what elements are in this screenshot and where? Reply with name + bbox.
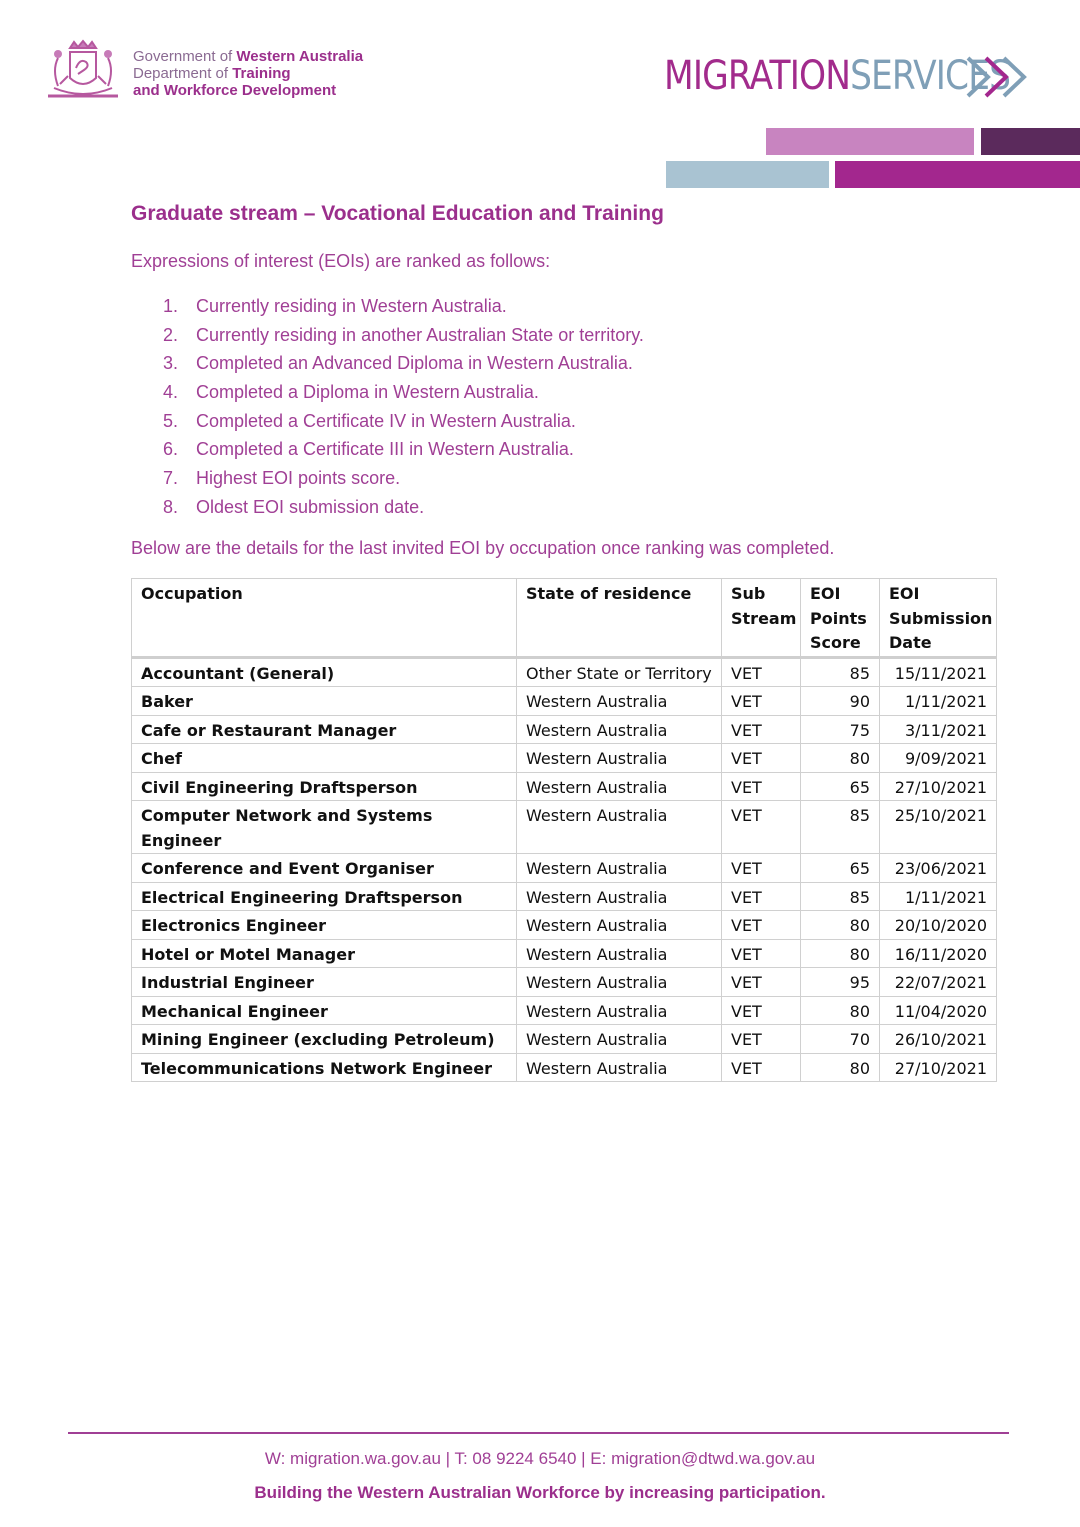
cell-substream: VET — [722, 1053, 801, 1082]
cell-substream: VET — [722, 968, 801, 997]
cell-state: Western Australia — [517, 939, 722, 968]
decorative-bar-magenta — [835, 161, 1080, 188]
intro-text: Expressions of interest (EOIs) are ranked as follows: — [131, 251, 551, 271]
cell-substream: VET — [722, 1025, 801, 1054]
eoi-table — [131, 578, 997, 1082]
cell-points: 85 — [801, 882, 880, 911]
cell-state: Western Australia — [517, 715, 722, 744]
cell-occupation: Electrical Engineering Draftsperson — [132, 882, 517, 911]
page-title: Graduate stream – Vocational Education and Training — [131, 202, 664, 225]
cell-substream: VET — [722, 687, 801, 716]
cell-points: 80 — [801, 911, 880, 940]
cell-occupation: Baker — [132, 687, 517, 716]
cell-state: Western Australia — [517, 968, 722, 997]
decorative-bar-blue — [666, 161, 829, 188]
cell-points: 80 — [801, 1053, 880, 1082]
cell-points: 85 — [801, 801, 880, 854]
header-substream: Sub Stream — [722, 579, 801, 658]
table-row — [132, 911, 997, 940]
header-state: State of residence — [517, 579, 722, 658]
list-item: 5. Completed a Certificate IV in Western Australia. — [163, 410, 576, 431]
cell-date: 27/10/2021 — [880, 772, 997, 801]
cell-state: Western Australia — [517, 911, 722, 940]
table-header-row — [132, 579, 997, 658]
cell-date: 27/10/2021 — [880, 1053, 997, 1082]
cell-date: 22/07/2021 — [880, 968, 997, 997]
cell-date: 1/11/2021 — [880, 882, 997, 911]
government-text: Government of Western Australia Department of Training and Workforce Development — [133, 48, 364, 99]
cell-date: 25/10/2021 — [880, 801, 997, 854]
table-intro-text: Below are the details for the last invited EOI by occupation once ranking was completed. — [131, 538, 835, 558]
cell-substream: VET — [722, 772, 801, 801]
cell-occupation: Civil Engineering Draftsperson — [132, 772, 517, 801]
cell-points: 95 — [801, 968, 880, 997]
cell-date: 3/11/2021 — [880, 715, 997, 744]
table-row — [132, 854, 997, 883]
cell-occupation: Conference and Event Organiser — [132, 854, 517, 883]
brand-wordmark: MIGRATIONSERVICES — [664, 53, 1011, 99]
cell-occupation: Mining Engineer (excluding Petroleum) — [132, 1025, 517, 1054]
table-row — [132, 1025, 997, 1054]
cell-substream: VET — [722, 715, 801, 744]
cell-date: 11/04/2020 — [880, 996, 997, 1025]
cell-state: Western Australia — [517, 1025, 722, 1054]
header-points: EOI Points Score — [801, 579, 880, 658]
cell-points: 80 — [801, 744, 880, 773]
list-item: 6. Completed a Certificate III in Western Australia. — [163, 439, 574, 460]
cell-occupation: Telecommunications Network Engineer — [132, 1053, 517, 1082]
table-row — [132, 882, 997, 911]
cell-date: 23/06/2021 — [880, 854, 997, 883]
table-row — [132, 968, 997, 997]
cell-occupation: Mechanical Engineer — [132, 996, 517, 1025]
cell-points: 75 — [801, 715, 880, 744]
cell-points: 65 — [801, 854, 880, 883]
migration-services-logo — [664, 50, 1044, 106]
cell-occupation: Computer Network and Systems Engineer — [132, 801, 517, 854]
cell-substream: VET — [722, 911, 801, 940]
cell-date: 1/11/2021 — [880, 687, 997, 716]
list-item: 1. Currently residing in Western Australia. — [163, 296, 507, 316]
cell-substream: VET — [722, 939, 801, 968]
cell-points: 90 — [801, 687, 880, 716]
cell-state: Western Australia — [517, 882, 722, 911]
table-row — [132, 715, 997, 744]
list-item: 2. Currently residing in another Australian State or territory. — [163, 324, 644, 345]
cell-substream: VET — [722, 657, 801, 687]
list-item: 3. Completed an Advanced Diploma in Western Australia. — [163, 353, 633, 374]
header-date: EOI Submission Date — [880, 579, 997, 658]
footer-contact: W: migration.wa.gov.au | T: 08 9224 6540 | E: migration@dtwd.wa.gov.au — [264, 1449, 816, 1468]
cell-date: 16/11/2020 — [880, 939, 997, 968]
cell-substream: VET — [722, 801, 801, 854]
cell-state: Western Australia — [517, 744, 722, 773]
cell-date: 20/10/2020 — [880, 911, 997, 940]
cell-state: Western Australia — [517, 996, 722, 1025]
table-body — [132, 657, 997, 1082]
table-row — [132, 772, 997, 801]
cell-points: 80 — [801, 939, 880, 968]
cell-substream: VET — [722, 882, 801, 911]
list-item: 4. Completed a Diploma in Western Australia. — [163, 382, 539, 403]
cell-occupation: Hotel or Motel Manager — [132, 939, 517, 968]
cell-points: 85 — [801, 657, 880, 687]
decorative-bar-plum — [981, 128, 1080, 155]
table-row — [132, 744, 997, 773]
footer-tagline: Building the Western Australian Workforce by increasing participation. — [254, 1483, 826, 1502]
cell-state: Western Australia — [517, 1053, 722, 1082]
ranking-list — [163, 292, 644, 522]
cell-points: 70 — [801, 1025, 880, 1054]
table-row — [132, 939, 997, 968]
government-logo — [40, 38, 420, 108]
cell-state: Western Australia — [517, 801, 722, 854]
decorative-bar-pink — [766, 128, 974, 155]
cell-state: Western Australia — [517, 854, 722, 883]
cell-date: 9/09/2021 — [880, 744, 997, 773]
cell-occupation: Industrial Engineer — [132, 968, 517, 997]
table-row — [132, 687, 997, 716]
cell-substream: VET — [722, 996, 801, 1025]
table-row — [132, 1053, 997, 1082]
cell-state: Western Australia — [517, 772, 722, 801]
table-row — [132, 996, 997, 1025]
cell-occupation: Chef — [132, 744, 517, 773]
list-item: 8. Oldest EOI submission date. — [163, 496, 425, 517]
triple-chevron-icon — [964, 52, 1040, 102]
cell-occupation: Accountant (General) — [132, 657, 517, 687]
footer-divider — [68, 1432, 1009, 1434]
cell-substream: VET — [722, 744, 801, 773]
list-item: 7. Highest EOI points score. — [163, 468, 401, 489]
cell-date: 15/11/2021 — [880, 657, 997, 687]
table-row — [132, 801, 997, 854]
cell-points: 80 — [801, 996, 880, 1025]
header-occupation: Occupation — [132, 579, 517, 658]
cell-substream: VET — [722, 854, 801, 883]
table-row — [132, 657, 997, 687]
cell-points: 65 — [801, 772, 880, 801]
cell-state: Western Australia — [517, 687, 722, 716]
cell-state: Other State or Territory — [517, 657, 722, 687]
cell-occupation: Electronics Engineer — [132, 911, 517, 940]
wa-crest-icon — [40, 38, 126, 104]
cell-occupation: Cafe or Restaurant Manager — [132, 715, 517, 744]
cell-date: 26/10/2021 — [880, 1025, 997, 1054]
